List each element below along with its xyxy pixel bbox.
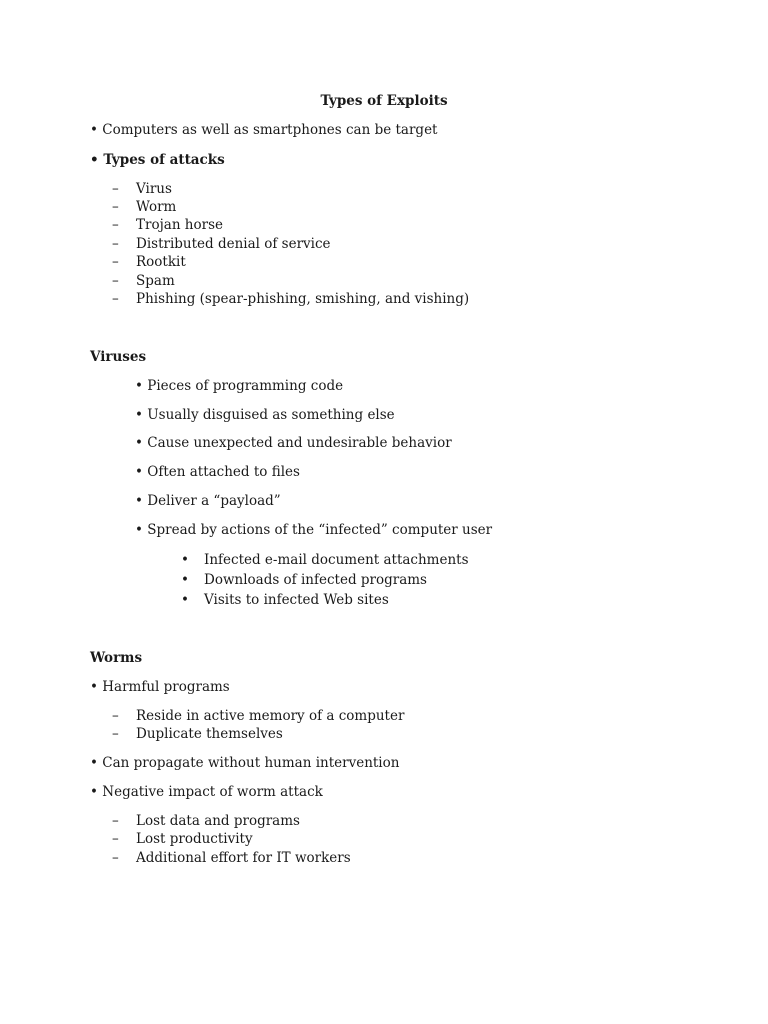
intro-bullet-text: Computers as well as smartphones can be target bbox=[102, 122, 438, 138]
list-item-text: Harmful programs bbox=[102, 679, 230, 695]
list-item-text: Distributed denial of service bbox=[136, 236, 331, 252]
worms-bullet-harmful: • Harmful programs bbox=[90, 679, 230, 695]
worms-bullet-propagate: • Can propagate without human intervention bbox=[90, 755, 400, 771]
list-item-text: Often attached to files bbox=[147, 464, 300, 480]
list-item-text: Downloads of infected programs bbox=[204, 572, 427, 588]
list-item-text: Duplicate themselves bbox=[136, 726, 283, 742]
list-item: • Spread by actions of the “infected” computer user bbox=[135, 522, 493, 538]
list-item-text: Phishing (spear-phishing, smishing, and vishing) bbox=[136, 291, 470, 307]
worms-bullet-impact: • Negative impact of worm attack bbox=[90, 784, 323, 800]
list-item: • Often attached to files bbox=[135, 464, 300, 480]
list-item-text: Trojan horse bbox=[136, 217, 223, 233]
list-item-text: Reside in active memory of a computer bbox=[136, 708, 405, 724]
list-item: • Cause unexpected and undesirable behavior bbox=[135, 435, 452, 451]
viruses-heading: Viruses bbox=[90, 349, 147, 365]
list-item-text: Lost productivity bbox=[136, 831, 253, 847]
list-item-text: Cause unexpected and undesirable behavior bbox=[147, 435, 452, 451]
list-item: • Deliver a “payload” bbox=[135, 493, 281, 509]
list-item-text: Pieces of programming code bbox=[147, 378, 344, 394]
list-item-text: Lost data and programs bbox=[136, 813, 300, 829]
document-title: Types of Exploits bbox=[320, 93, 448, 109]
list-item-text: Worm bbox=[136, 199, 177, 215]
list-item-text: Visits to infected Web sites bbox=[204, 592, 389, 608]
list-item-text: Can propagate without human intervention bbox=[102, 755, 400, 771]
list-item: • Pieces of programming code bbox=[135, 378, 344, 394]
list-item-text: Negative impact of worm attack bbox=[102, 784, 323, 800]
worms-heading: Worms bbox=[90, 650, 143, 666]
attacks-heading: • Types of attacks bbox=[90, 152, 225, 168]
list-item-text: Infected e-mail document attachments bbox=[204, 552, 469, 568]
list-item-text: Spread by actions of the “infected” computer user bbox=[147, 522, 493, 538]
list-item-text: Rootkit bbox=[136, 254, 186, 270]
list-item: • Usually disguised as something else bbox=[135, 407, 395, 423]
list-item-text: Usually disguised as something else bbox=[147, 407, 395, 423]
list-item-text: Spam bbox=[136, 273, 175, 289]
intro-bullet: • Computers as well as smartphones can be target bbox=[90, 122, 438, 138]
list-item-text: Virus bbox=[136, 181, 172, 197]
attacks-heading-text: Types of attacks bbox=[103, 152, 225, 168]
list-item-text: Additional effort for IT workers bbox=[136, 850, 351, 866]
list-item-text: Deliver a “payload” bbox=[147, 493, 281, 509]
